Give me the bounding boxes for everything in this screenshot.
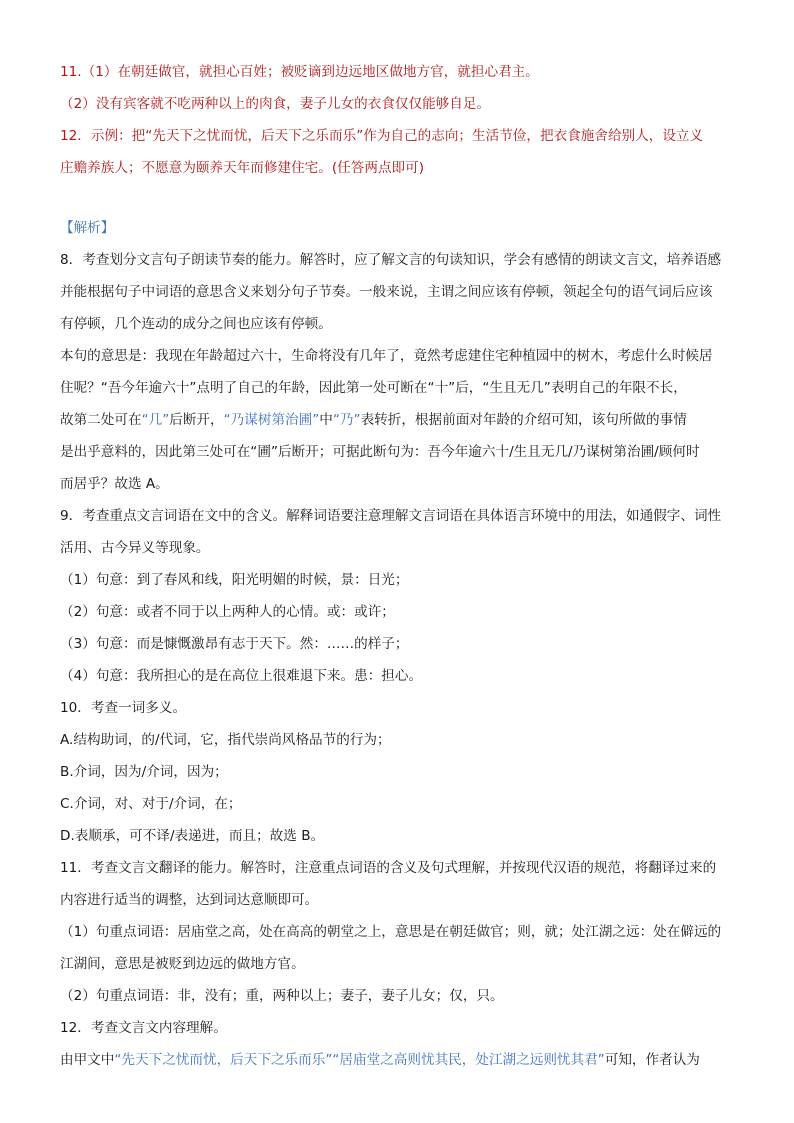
q8-line-5: 住呢？“吾今年逾六十”点明了自己的年龄，因此第一处可断在“十”后，“生且无几”表明自己的年限不长，	[60, 380, 687, 396]
q10-option-a: A.结构助词，的/代词，它，指代崇尚风格品节的行为；	[60, 732, 391, 748]
q8-line-4: 本句的意思是：我现在年龄超过六十，生命将没有几年了，竟然考虑建住宅种植园中的树木，考虑什么时候居	[60, 348, 713, 364]
q11-item-1-line-2: 江湖间，意思是被贬到边远的做地方官。	[60, 956, 305, 972]
q11-item-2: （2）句重点词语：非，没有；重，两种以上；妻子，妻子儿女；仅，只。	[60, 988, 504, 1004]
q8-quote-naimou: “乃谋树第治圃”	[223, 412, 320, 428]
q11-line-1: 11．考查文言文翻译的能力。解答时，注意重点词语的含义及句式理解，并按现代汉语的规范，将翻译过来的	[60, 860, 717, 876]
q8-line-2: 并能根据句子中词语的意思含义来划分句子节奏。一般来说，主谓之间应该有停顿，领起全句的语气词后应该	[60, 284, 713, 300]
answer-12-line-2: 庄赡养族人；不愿意为颐养天年而修建住宅。(任答两点即可)	[60, 160, 425, 176]
q10-line-1: 10．考查一词多义。	[60, 700, 187, 716]
q9-item-4: （4）句意：我所担心的是在高位上很难退下来。患：担心。	[60, 668, 423, 684]
q11-item-1-line-1: （1）句重点词语：居庙堂之高，处在高高的朝堂之上，意思是在朝廷做官；则，就；处江湖之远：处在僻远的	[60, 924, 722, 940]
q12-line-2	[60, 1050, 744, 1070]
q11-line-2: 内容进行适当的调整，达到词达意顺即可。	[60, 892, 319, 908]
q8-line-6	[60, 410, 744, 430]
q8-line-6-text-3: 中	[319, 412, 333, 428]
q10-option-c: C.介词，对、对于/介词，在；	[60, 796, 242, 812]
q12-line-2-text: 由甲文中	[60, 1052, 115, 1068]
q8-line-7: 是出乎意料的，因此第三处可在“圃”后断开；可据此断句为：吾今年逾六十/生且无几/乃谋树第治圃/顾何时	[60, 444, 700, 460]
answer-12-line-1: 12．示例：把“先天下之忧而忧，后天下之乐而乐”作为自己的志向；生活节俭，把衣食施舍给别人，设立义	[60, 128, 704, 144]
q8-line-6-text: 故第二处可在	[60, 412, 142, 428]
q10-option-b: B.介词，因为/介词，因为；	[60, 764, 228, 780]
answer-11-1: 11.（1）在朝廷做官，就担心百姓；被贬谪到边远地区做地方官，就担心君主。	[60, 64, 539, 80]
q9-line-2: 活用、古今异义等现象。	[60, 540, 210, 556]
answer-11-2: （2）没有宾客就不吃两种以上的肉食，妻子儿女的衣食仅仅能够自足。	[60, 96, 491, 112]
q8-line-6-text-2: 后断开，	[169, 412, 224, 428]
q9-item-3: （3）句意：而是慷慨激昂有志于天下。然：……的样子；	[60, 636, 409, 652]
q10-option-d: D.表顺承，可不译/表递进，而且；故选 B。	[60, 828, 325, 844]
q12-quote: “先天下之忧而忧，后天下之乐而乐”“居庙堂之高则忧其民，处江湖之远则忧其君”	[114, 1052, 605, 1068]
analysis-heading: 【解析】	[60, 220, 115, 236]
q9-item-1: （1）句意：到了春风和线，阳光明媚的时候，景：日光；	[60, 572, 409, 588]
q8-line-3: 有停顿，几个连动的成分之间也应该有停顿。	[60, 316, 332, 332]
q8-line-8: 而居乎？故选 A。	[60, 476, 169, 492]
q8-quote-nai: “乃”	[332, 412, 361, 428]
q8-quote-ji: “几”	[141, 412, 170, 428]
q8-line-6-text-4: 表转折，根据前面对年龄的介绍可知，该句所做的事情	[360, 412, 687, 428]
q12-line-2-text-2: 可知，作者认为	[604, 1052, 700, 1068]
q9-line-1: 9．考查重点文言词语在文中的含义。解释词语要注意理解文言词语在具体语言环境中的用法，如通假字、词性	[60, 508, 722, 524]
q9-item-2: （2）句意：或者不同于以上两种人的心情。或：或许；	[60, 604, 395, 620]
q12-line-1: 12．考查文言文内容理解。	[60, 1020, 227, 1036]
q8-line-1: 8．考查划分文言句子朗读节奏的能力。解答时，应了解文言的句读知识，学会有感情的朗读文言文，培养语感	[60, 252, 722, 268]
